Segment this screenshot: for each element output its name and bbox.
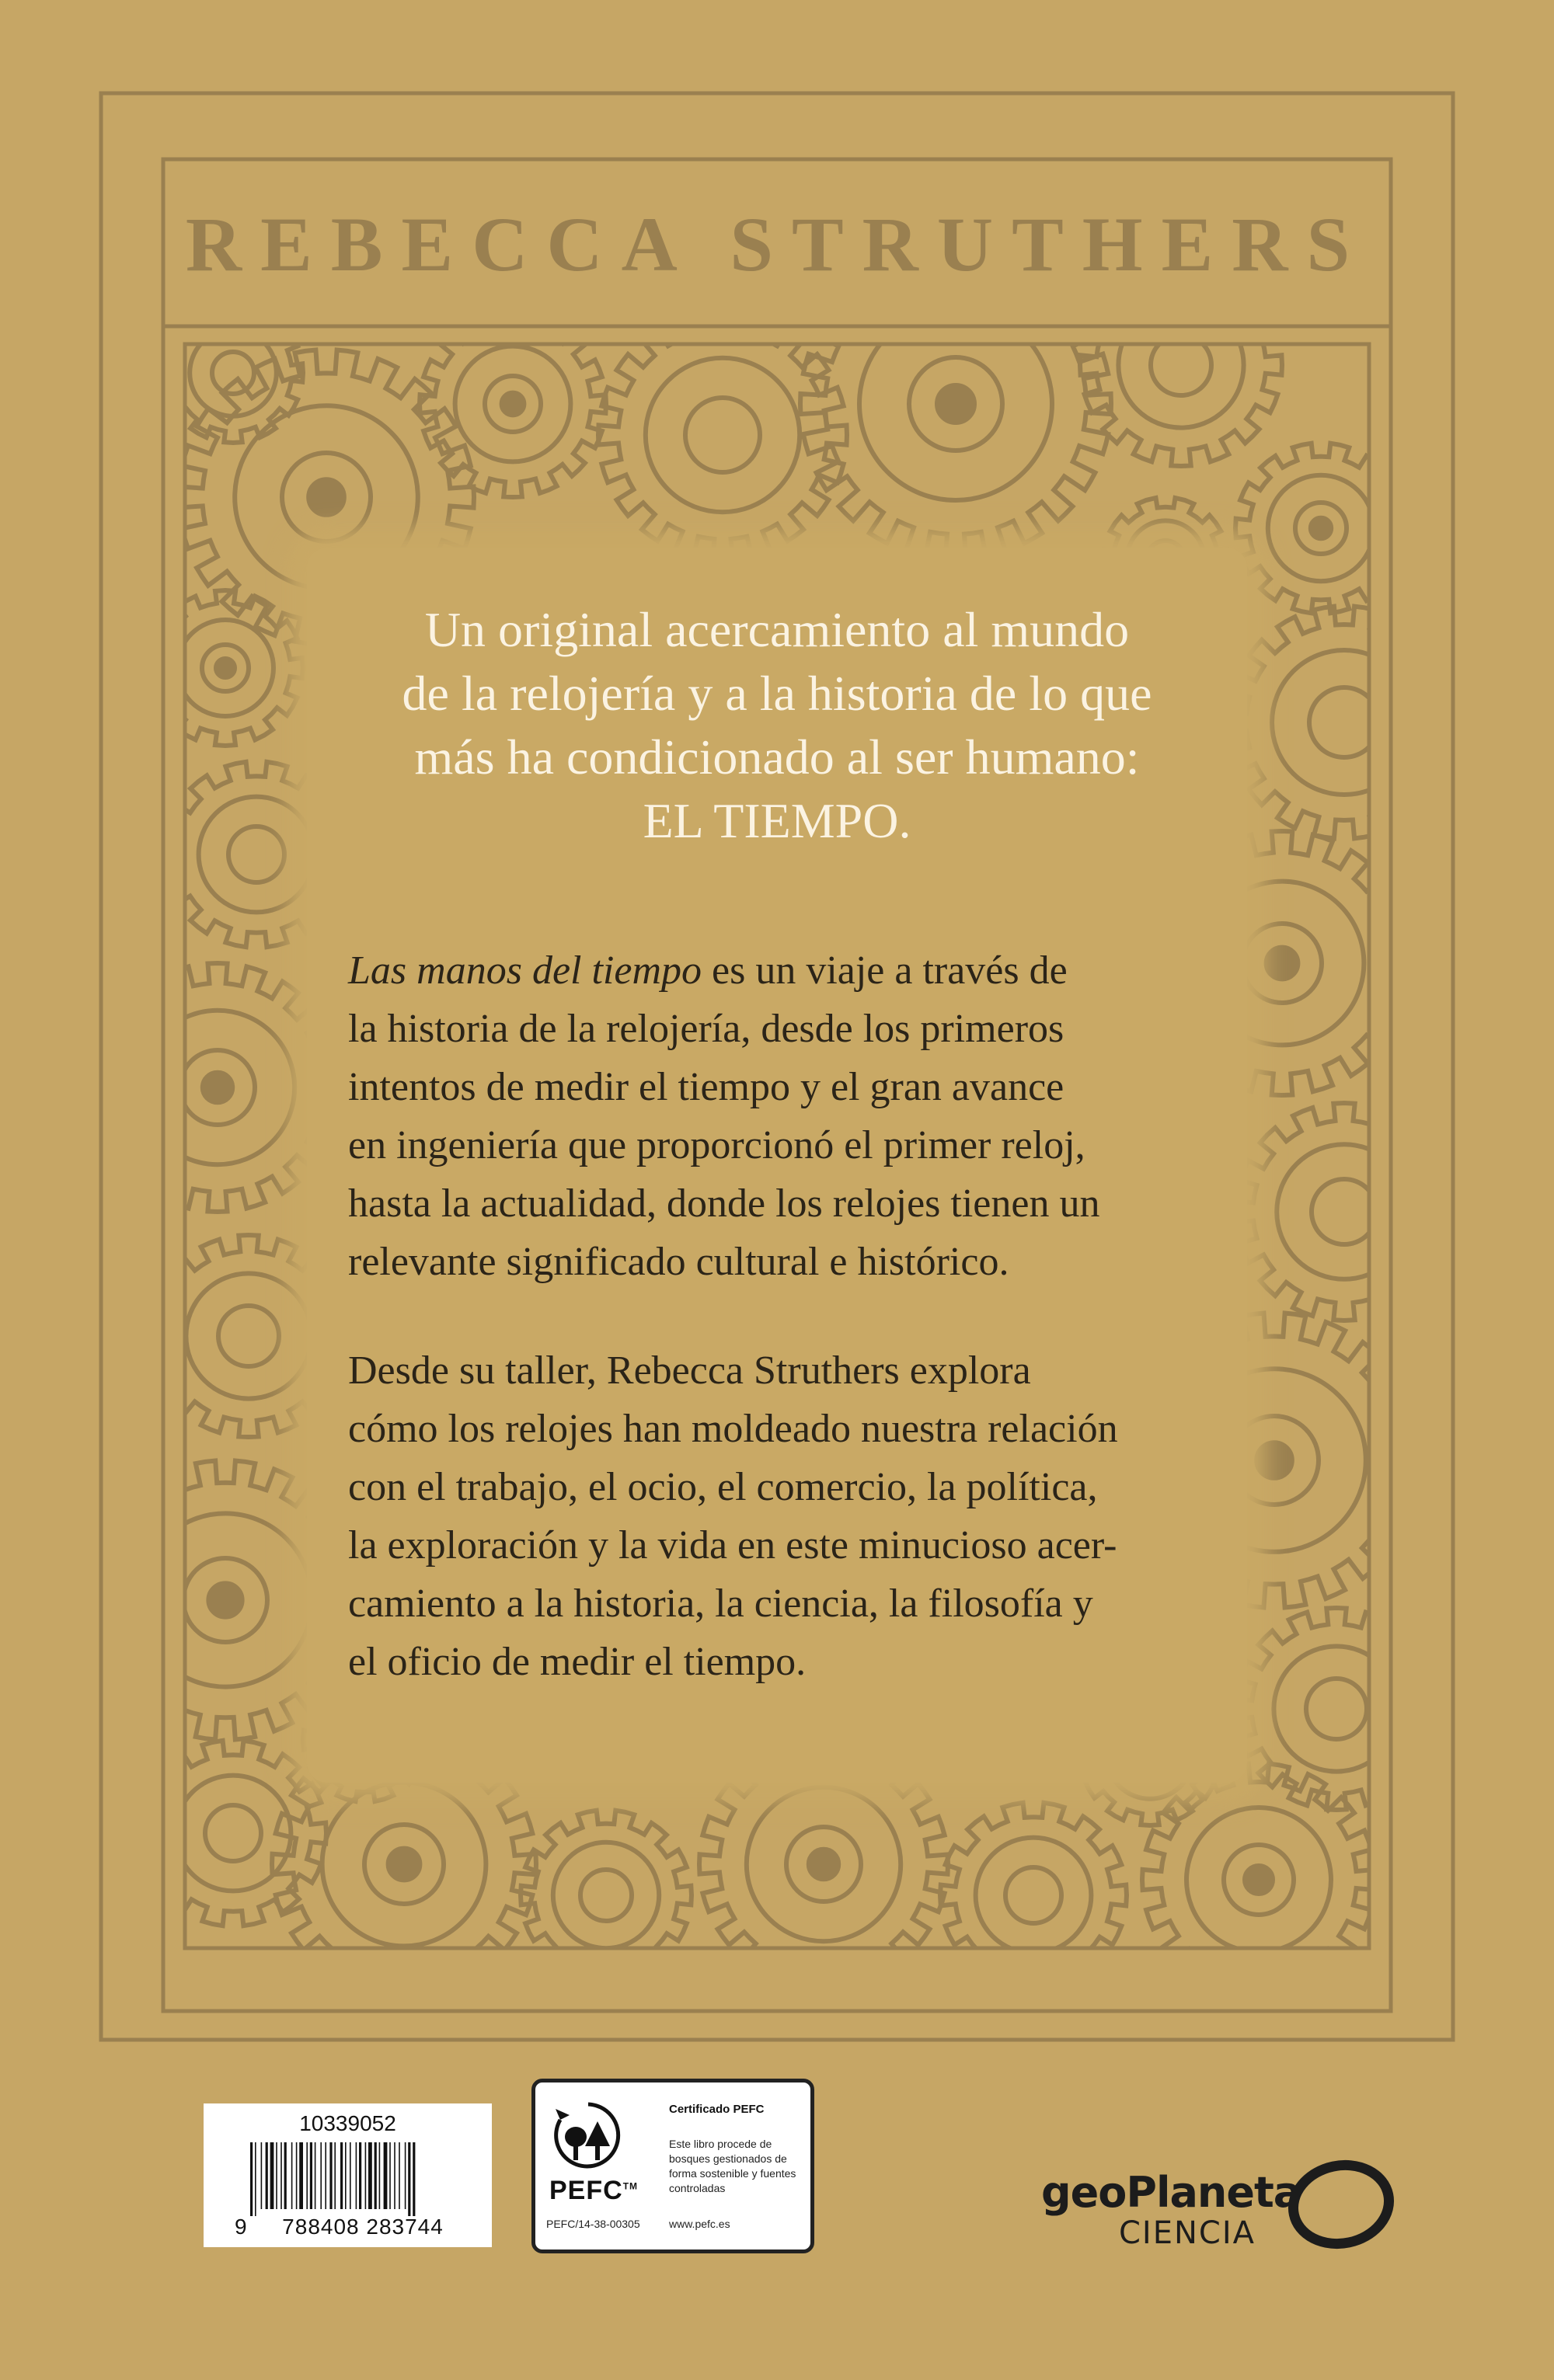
- barcode-bar: [291, 2142, 293, 2209]
- barcode-bar: [408, 2142, 410, 2216]
- paragraph-line: la exploración y la vida en este minucioso acer-: [348, 1523, 1117, 1568]
- barcode-bar: [299, 2142, 303, 2209]
- barcode-bar: [340, 2142, 343, 2209]
- barcode-bar: [329, 2142, 332, 2209]
- pefc-trees-logo-icon: [549, 2098, 627, 2172]
- tagline-line: de la relojería y a la historia de lo que: [402, 666, 1152, 721]
- barcode-bar: [270, 2142, 274, 2209]
- barcode-label: [204, 2103, 492, 2247]
- barcode-bar: [276, 2142, 277, 2209]
- isbn-number: 788408 283744: [282, 2215, 444, 2239]
- gear-icon: [940, 1803, 1127, 1988]
- pefc-logo-text: [549, 2176, 638, 2206]
- barcode-bar: [306, 2142, 308, 2209]
- barcode-bar: [413, 2142, 415, 2216]
- barcode-bar: [296, 2142, 298, 2209]
- barcode-bar: [255, 2142, 256, 2216]
- gear-icon: [1142, 1764, 1375, 1996]
- author-name: REBECCA STRUTHERS: [185, 201, 1369, 287]
- pefc-line: controladas: [669, 2182, 726, 2194]
- barcode-bar: [280, 2142, 282, 2209]
- pefc-line: forma sostenible y fuentes: [669, 2167, 796, 2180]
- paragraph-line: el oficio de medir el tiempo.: [348, 1640, 807, 1684]
- paragraph-line: Desde su taller, Rebecca Struthers explora: [348, 1348, 1031, 1393]
- pefc-wordmark: PEFC: [549, 2176, 623, 2205]
- barcode-bar: [384, 2142, 388, 2209]
- gear-icon: [93, 963, 342, 1212]
- pefc-description: [669, 2137, 796, 2196]
- barcode-bar: [375, 2142, 377, 2209]
- paragraph-line: con el trabajo, el ocio, el comercio, la política,: [348, 1465, 1098, 1509]
- tagline-line: EL TIEMPO.: [643, 793, 911, 848]
- barcode-bar: [379, 2142, 381, 2209]
- barcode-bar: [359, 2142, 361, 2209]
- barcode-bar: [389, 2142, 391, 2209]
- paragraph-text: es un viaje a través de: [702, 948, 1068, 993]
- gear-icon: [140, 1741, 326, 1926]
- gear-icon: [420, 311, 606, 497]
- isbn-lead-digit: 9: [235, 2215, 247, 2239]
- barcode-bar: [399, 2142, 400, 2209]
- barcode-bar: [320, 2142, 322, 2209]
- gear-icon: [1228, 607, 1461, 839]
- barcode-bar: [334, 2142, 336, 2209]
- pefc-code: PEFC/14-38-00305: [546, 2218, 640, 2230]
- pefc-line: Este libro procede de: [669, 2138, 772, 2150]
- pefc-trademark: TM: [622, 2180, 639, 2192]
- paragraph-line: cómo los relojes han moldeado nuestra relación: [348, 1407, 1118, 1451]
- publisher-name: geoPlaneta: [1041, 2168, 1301, 2217]
- gear-icon: [1235, 1103, 1453, 1320]
- paragraph-line: la historia de la relojería, desde los primeros: [348, 1007, 1064, 1051]
- barcode-bar: [266, 2142, 268, 2209]
- gear-icon: [1235, 444, 1406, 614]
- tagline-line: más ha condicionado al ser humano:: [414, 729, 1140, 785]
- tagline-line: Un original acercamiento al mundo: [424, 602, 1130, 657]
- paragraph-line: [348, 941, 1218, 1000]
- tagline: [307, 598, 1247, 853]
- barcode-bar: [368, 2142, 372, 2209]
- barcode-bar: [284, 2142, 287, 2209]
- barcode-bars: [250, 2142, 468, 2216]
- description-paragraph-2: [348, 1341, 1218, 1691]
- publisher-imprint: CIENCIA: [1119, 2215, 1256, 2251]
- gear-icon: [1080, 264, 1282, 466]
- barcode-bar: [325, 2142, 326, 2209]
- gear-icon: [800, 249, 1111, 559]
- barcode-bar: [310, 2142, 312, 2209]
- paragraph-line: hasta la actualidad, donde los relojes tienen un: [348, 1181, 1100, 1226]
- barcode-bar: [350, 2142, 351, 2209]
- book-title: Las manos del tiempo: [348, 948, 702, 993]
- paragraph-line: camiento a la historia, la ciencia, la filosofía y: [348, 1581, 1093, 1626]
- pefc-url: www.pefc.es: [669, 2218, 730, 2230]
- paragraph-line: en ingeniería que proporcionó el primer reloj,: [348, 1123, 1085, 1167]
- barcode-bar: [405, 2142, 406, 2209]
- barcode-bar: [394, 2142, 395, 2209]
- publisher-logo: [1041, 2168, 1301, 2252]
- gear-icon: [521, 1811, 692, 1981]
- barcode-bar: [345, 2142, 347, 2209]
- pefc-certification: [531, 2079, 814, 2253]
- pefc-line: bosques gestionados de: [669, 2152, 787, 2165]
- gear-icon: [148, 590, 303, 746]
- barcode-bar: [365, 2142, 367, 2209]
- barcode-bar: [250, 2142, 253, 2216]
- description-paragraph-1: [348, 941, 1218, 1291]
- publisher-circle-icon: [1282, 2158, 1399, 2251]
- internal-code: 10339052: [299, 2111, 396, 2135]
- barcode-bar: [261, 2142, 263, 2209]
- paragraph-line: relevante significado cultural e histórico.: [348, 1240, 1009, 1284]
- pefc-heading: Certificado PEFC: [669, 2103, 765, 2116]
- paragraph-line: intentos de medir el tiempo y el gran avance: [348, 1065, 1064, 1109]
- barcode-bar: [356, 2142, 357, 2209]
- barcode-bar: [315, 2142, 316, 2209]
